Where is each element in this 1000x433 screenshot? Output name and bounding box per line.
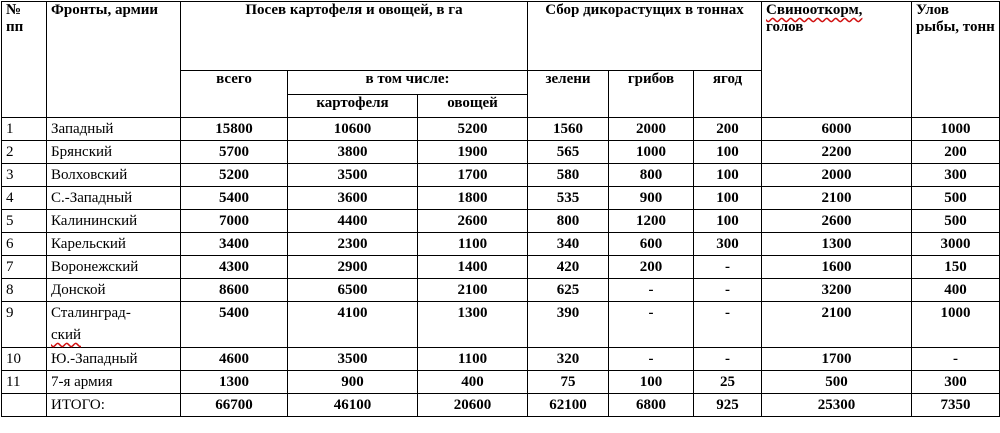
cell-greens: 420	[528, 256, 609, 279]
cell-fish: 7350	[912, 394, 1000, 417]
table-row	[2, 118, 1000, 141]
cell-fish: -	[912, 348, 1000, 371]
cell-total: 15800	[181, 118, 288, 141]
cell-berries: 100	[694, 187, 762, 210]
cell-pigs: 3200	[762, 279, 912, 302]
table-row	[2, 279, 1000, 302]
cell-fish: 500	[912, 187, 1000, 210]
cell-greens: 340	[528, 233, 609, 256]
header-planting: Посев картофеля и овощей, в га	[181, 2, 528, 71]
cell-potatoes: 46100	[288, 394, 418, 417]
cell-fish: 1000	[912, 118, 1000, 141]
table-row	[2, 233, 1000, 256]
row-number: 2	[2, 141, 47, 164]
header-pig-fattening-unit: голов	[766, 19, 804, 35]
cell-potatoes: 3500	[288, 164, 418, 187]
cell-mushrooms: 1200	[609, 210, 694, 233]
cell-potatoes: 2900	[288, 256, 418, 279]
cell-total: 4300	[181, 256, 288, 279]
row-number	[2, 394, 47, 417]
cell-potatoes: 6500	[288, 279, 418, 302]
cell-potatoes: 3600	[288, 187, 418, 210]
cell-vegetables: 2100	[418, 279, 528, 302]
row-number: 1	[2, 118, 47, 141]
front-name: С.-Западный	[47, 187, 181, 210]
cell-greens: 580	[528, 164, 609, 187]
cell-pigs: 2000	[762, 164, 912, 187]
cell-pigs: 1300	[762, 233, 912, 256]
cell-fish: 150	[912, 256, 1000, 279]
cell-vegetables: 1300	[418, 302, 528, 348]
front-name: Калининский	[47, 210, 181, 233]
header-mushrooms: грибов	[609, 71, 694, 118]
cell-fish: 300	[912, 371, 1000, 394]
header-vegetables: овощей	[418, 95, 528, 118]
cell-mushrooms: 900	[609, 187, 694, 210]
cell-greens: 390	[528, 302, 609, 348]
table-row	[2, 371, 1000, 394]
cell-greens: 320	[528, 348, 609, 371]
header-potatoes: картофеля	[288, 95, 418, 118]
cell-total: 4600	[181, 348, 288, 371]
row-number: 10	[2, 348, 47, 371]
cell-total: 5200	[181, 164, 288, 187]
cell-total: 1300	[181, 371, 288, 394]
row-number: 5	[2, 210, 47, 233]
front-name: Карельский	[47, 233, 181, 256]
cell-greens: 800	[528, 210, 609, 233]
cell-mushrooms: -	[609, 302, 694, 348]
table-row	[2, 187, 1000, 210]
cell-berries: -	[694, 302, 762, 348]
cell-total: 5400	[181, 187, 288, 210]
header-total: всего	[181, 71, 288, 118]
cell-pigs: 2200	[762, 141, 912, 164]
table-row	[2, 256, 1000, 279]
cell-berries: -	[694, 256, 762, 279]
cell-pigs: 6000	[762, 118, 912, 141]
cell-potatoes: 4400	[288, 210, 418, 233]
cell-mushrooms: -	[609, 348, 694, 371]
cell-berries: 100	[694, 141, 762, 164]
row-number: 11	[2, 371, 47, 394]
cell-berries: 25	[694, 371, 762, 394]
row-number: 9	[2, 302, 47, 348]
cell-berries: 100	[694, 164, 762, 187]
cell-potatoes: 4100	[288, 302, 418, 348]
front-name: Донской	[47, 279, 181, 302]
cell-pigs: 2100	[762, 302, 912, 348]
cell-vegetables: 20600	[418, 394, 528, 417]
front-name-part: ский	[51, 327, 81, 343]
row-number: 8	[2, 279, 47, 302]
cell-vegetables: 1900	[418, 141, 528, 164]
row-number: 7	[2, 256, 47, 279]
cell-fish: 500	[912, 210, 1000, 233]
cell-total: 8600	[181, 279, 288, 302]
cell-potatoes: 2300	[288, 233, 418, 256]
front-name: 7-я армия	[47, 371, 181, 394]
header-fish-catch: Улов рыбы, тонн	[912, 2, 1000, 118]
table-row	[2, 210, 1000, 233]
header-greens: зелени	[528, 71, 609, 118]
cell-berries: 925	[694, 394, 762, 417]
cell-mushrooms: 1000	[609, 141, 694, 164]
cell-fish: 300	[912, 164, 1000, 187]
cell-fish: 3000	[912, 233, 1000, 256]
front-name: Брянский	[47, 141, 181, 164]
table-row	[2, 348, 1000, 371]
cell-mushrooms: 100	[609, 371, 694, 394]
cell-pigs: 25300	[762, 394, 912, 417]
header-including: в том числе:	[288, 71, 528, 95]
cell-berries: 300	[694, 233, 762, 256]
cell-berries: -	[694, 348, 762, 371]
cell-vegetables: 400	[418, 371, 528, 394]
cell-pigs: 2100	[762, 187, 912, 210]
front-supply-table	[1, 1, 1000, 417]
cell-vegetables: 2600	[418, 210, 528, 233]
cell-vegetables: 1800	[418, 187, 528, 210]
front-name-part: Сталинград-	[51, 305, 131, 321]
cell-greens: 75	[528, 371, 609, 394]
row-number: 6	[2, 233, 47, 256]
cell-total: 7000	[181, 210, 288, 233]
cell-berries: -	[694, 279, 762, 302]
cell-total: 66700	[181, 394, 288, 417]
row-number: 4	[2, 187, 47, 210]
front-name	[47, 302, 181, 348]
table-row	[2, 164, 1000, 187]
cell-fish: 1000	[912, 302, 1000, 348]
cell-mushrooms: 2000	[609, 118, 694, 141]
cell-vegetables: 1700	[418, 164, 528, 187]
cell-mushrooms: 200	[609, 256, 694, 279]
cell-berries: 200	[694, 118, 762, 141]
cell-fish: 200	[912, 141, 1000, 164]
cell-mushrooms: 600	[609, 233, 694, 256]
cell-total: 5700	[181, 141, 288, 164]
table-row	[2, 302, 1000, 348]
cell-greens: 1560	[528, 118, 609, 141]
cell-vegetables: 5200	[418, 118, 528, 141]
header-berries: ягод	[694, 71, 762, 118]
cell-vegetables: 1100	[418, 348, 528, 371]
front-name: Волховский	[47, 164, 181, 187]
cell-greens: 62100	[528, 394, 609, 417]
header-fronts: Фронты, армии	[47, 2, 181, 118]
cell-total: 3400	[181, 233, 288, 256]
cell-pigs: 500	[762, 371, 912, 394]
cell-mushrooms: -	[609, 279, 694, 302]
front-name: ИТОГО:	[47, 394, 181, 417]
cell-greens: 625	[528, 279, 609, 302]
cell-berries: 100	[694, 210, 762, 233]
cell-total: 5400	[181, 302, 288, 348]
cell-pigs: 1700	[762, 348, 912, 371]
cell-greens: 535	[528, 187, 609, 210]
cell-pigs: 1600	[762, 256, 912, 279]
header-pig-fattening	[762, 2, 912, 118]
header-pig-fattening-title: Свинооткорм,	[766, 2, 863, 18]
front-name: Западный	[47, 118, 181, 141]
cell-vegetables: 1100	[418, 233, 528, 256]
header-wild-harvest: Сбор дикорастущих в тоннах	[528, 2, 762, 71]
cell-potatoes: 900	[288, 371, 418, 394]
cell-greens: 565	[528, 141, 609, 164]
row-number: 3	[2, 164, 47, 187]
cell-mushrooms: 6800	[609, 394, 694, 417]
table-row	[2, 141, 1000, 164]
cell-potatoes: 10600	[288, 118, 418, 141]
front-name: Воронежский	[47, 256, 181, 279]
cell-vegetables: 1400	[418, 256, 528, 279]
front-name: Ю.-Западный	[47, 348, 181, 371]
cell-mushrooms: 800	[609, 164, 694, 187]
table-row	[2, 394, 1000, 417]
header-number: № пп	[2, 2, 47, 118]
cell-fish: 400	[912, 279, 1000, 302]
cell-potatoes: 3500	[288, 348, 418, 371]
cell-pigs: 2600	[762, 210, 912, 233]
cell-potatoes: 3800	[288, 141, 418, 164]
